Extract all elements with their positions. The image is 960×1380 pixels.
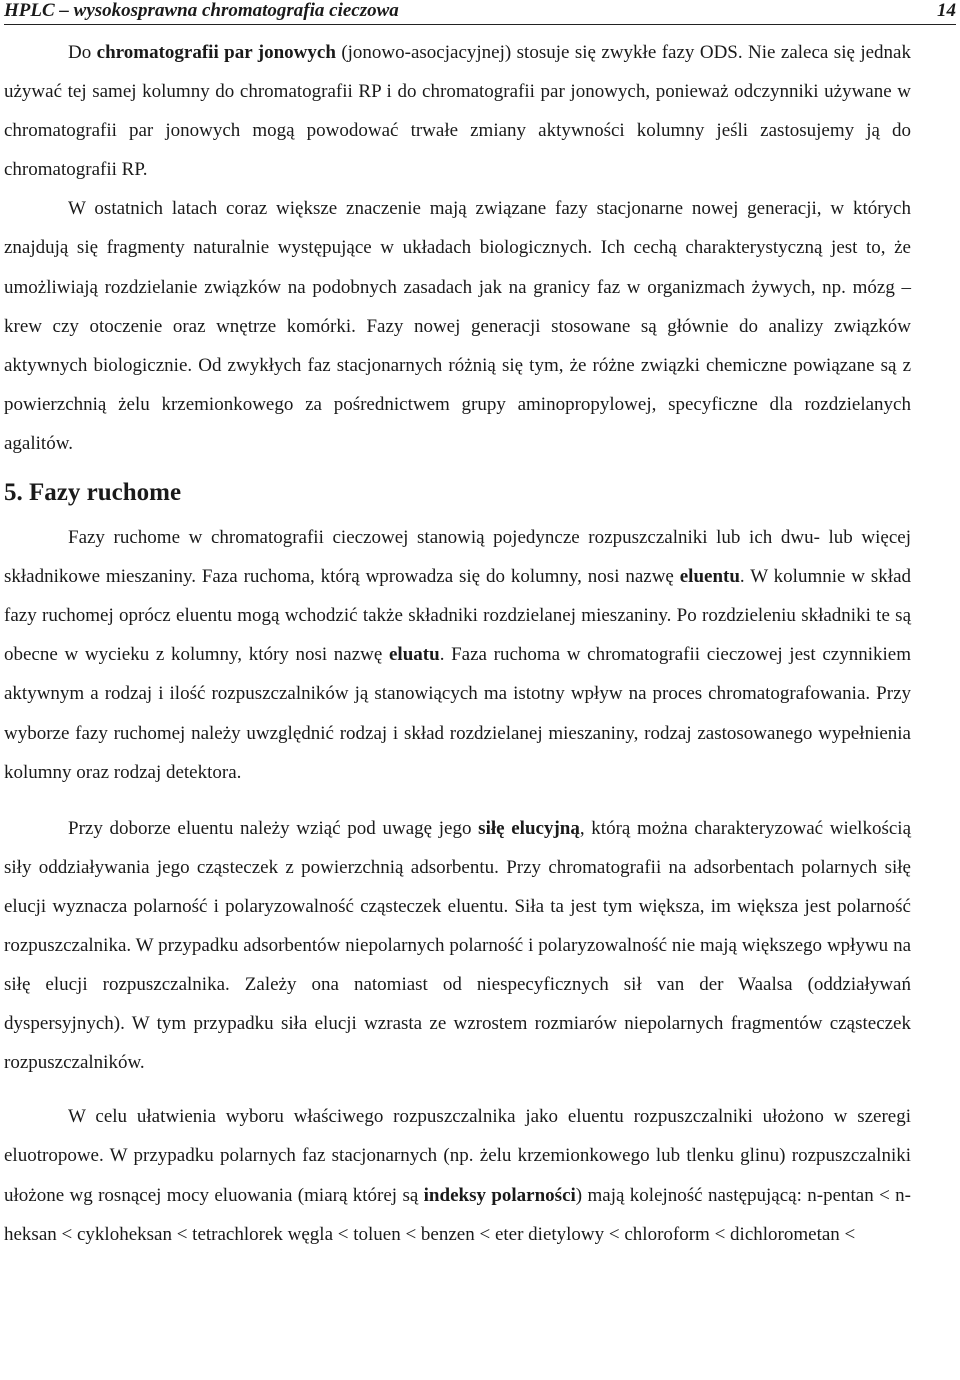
section-heading: 5. Fazy ruchome [4, 479, 182, 507]
text-run: (jonowo-asocjacyjnej) stosuje się zwykłe fazy ODS. Nie zaleca się jednak używać tej samej kolumny do chromatografii RP i do chromatografii par jonowych, ponieważ odczynniki używane w chromatografii par jonowych mogą powodować trwałe zmiany aktywności kolumny jeśli zastosujemy ją do chromatografii RP. [4, 42, 911, 181]
bold-term: chromatografii par jonowych [96, 42, 336, 63]
paragraph-spacer [4, 1082, 911, 1097]
running-title: HPLC – wysokosprawna chromatografia cieczowa [4, 0, 399, 21]
text-run: . Faza ruchoma w chromatografii cieczowej jest czynnikiem aktywnym a rodzaj i ilość rozpuszczalników ją stanowiących ma istotny wpływ na proces chromatografowania. Przy wyborze fazy ruchomej należy uwzględnić rodzaj i skład rozdzielanej mieszaniny, rodzaj zastosowanego wypełnienia kolumny oraz rodzaj detektora. [4, 644, 911, 783]
bold-term: indeksy polarności [423, 1184, 576, 1206]
page-number: 14 [937, 0, 956, 21]
text-run: W celu ułatwienia wyboru właściwego rozpuszczalnika jako eluentu rozpuszczalniki ułożono w szeregi eluotropowe. W przypadku polarnych faz stacjonarnych (np. żelu krzemionkowego lub tlenku glinu) rozpuszczalniki ułożone wg rosnącej mocy eluowania (miarą której są [4, 1106, 911, 1206]
text-run: . W kolumnie w skład fazy ruchomej oprócz eluentu mogą wchodzić także składniki rozdzielanej mieszaniny. Po rozdzieleniu składniki te są obecne w wycieku z kolumny, który nosi nazwę [4, 566, 911, 666]
paragraph-new-generation-phases: W ostatnich latach coraz większe znaczenie mają związane fazy stacjonarne nowej generacji, w których znajdują się fragmenty naturalnie występujące w układach biologicznych. Ich cechą charakterystyczną jest to, że umożliwiają rozdzielanie związków na podobnych zasadach jak na granicy faz w organizmach żywych, np. mózg – krew czy otoczenie oraz wnętrze komórki. Fazy nowej generacji stosowane są głównie do analizy związków aktywnych biologicznie. Od zwykłych faz stacjonarnych różnią się tym, że różne związki chemiczne powiązane są z powierzchnią żelu krzemionkowego za pośrednictwem grupy aminopropylowej, specyficzne dla rozdzielanych agalitów. [4, 198, 911, 454]
text-run: ) mają kolejność następującą: n-pentan < n-heksan < cykloheksan < tetrachlorek węgla < toluen < benzen < eter dietylowy < chloroform < dichlorometan < [4, 1184, 912, 1245]
paragraph-mobile-phases [4, 518, 911, 792]
paragraph-spacer [4, 792, 911, 809]
document-body [4, 33, 911, 1254]
text-run: Fazy ruchome w chromatografii cieczowej stanowią pojedyncze rozpuszczalniki lub ich dwu- lub więcej składnikowe mieszaniny. Faza ruchoma, którą wprowadza się do kolumny, nosi nazwę [4, 527, 911, 588]
bold-term: siłę elucyjną [478, 817, 580, 839]
paragraph-elution-strength [4, 809, 911, 1083]
page-header [4, 0, 956, 25]
paragraph-ion-pair [4, 33, 911, 189]
text-run: , którą można charakteryzować wielkością siły oddziaływania jego cząsteczek z powierzchnią adsorbentu. Przy chromatografii na adsorbentach polarnych siłę elucji wyznacza polarność i polaryzowalność cząsteczek eluentu. Siła ta jest tym większa, im większa jest polarność rozpuszczalnika. W przypadku adsorbentów niepolarnych polarność i polaryzowalność nie mają większego wpływu na siłę elucji rozpuszczalnika. Zależy ona natomiast od niespecyficznych sił van der Waalsa (oddziaływań dyspersyjnych). W tym przypadku siła elucji wzrasta ze wzrostem rozmiarów niepolarnych fragmentów cząsteczek rozpuszczalników. [4, 817, 911, 1074]
text-run: Do [68, 42, 97, 63]
paragraph-eluotropic-series [4, 1097, 911, 1253]
bold-term: eluentu [679, 566, 740, 588]
text-run: Przy doborze eluentu należy wziąć pod uwagę jego [68, 817, 479, 839]
bold-term: eluatu [389, 644, 440, 666]
